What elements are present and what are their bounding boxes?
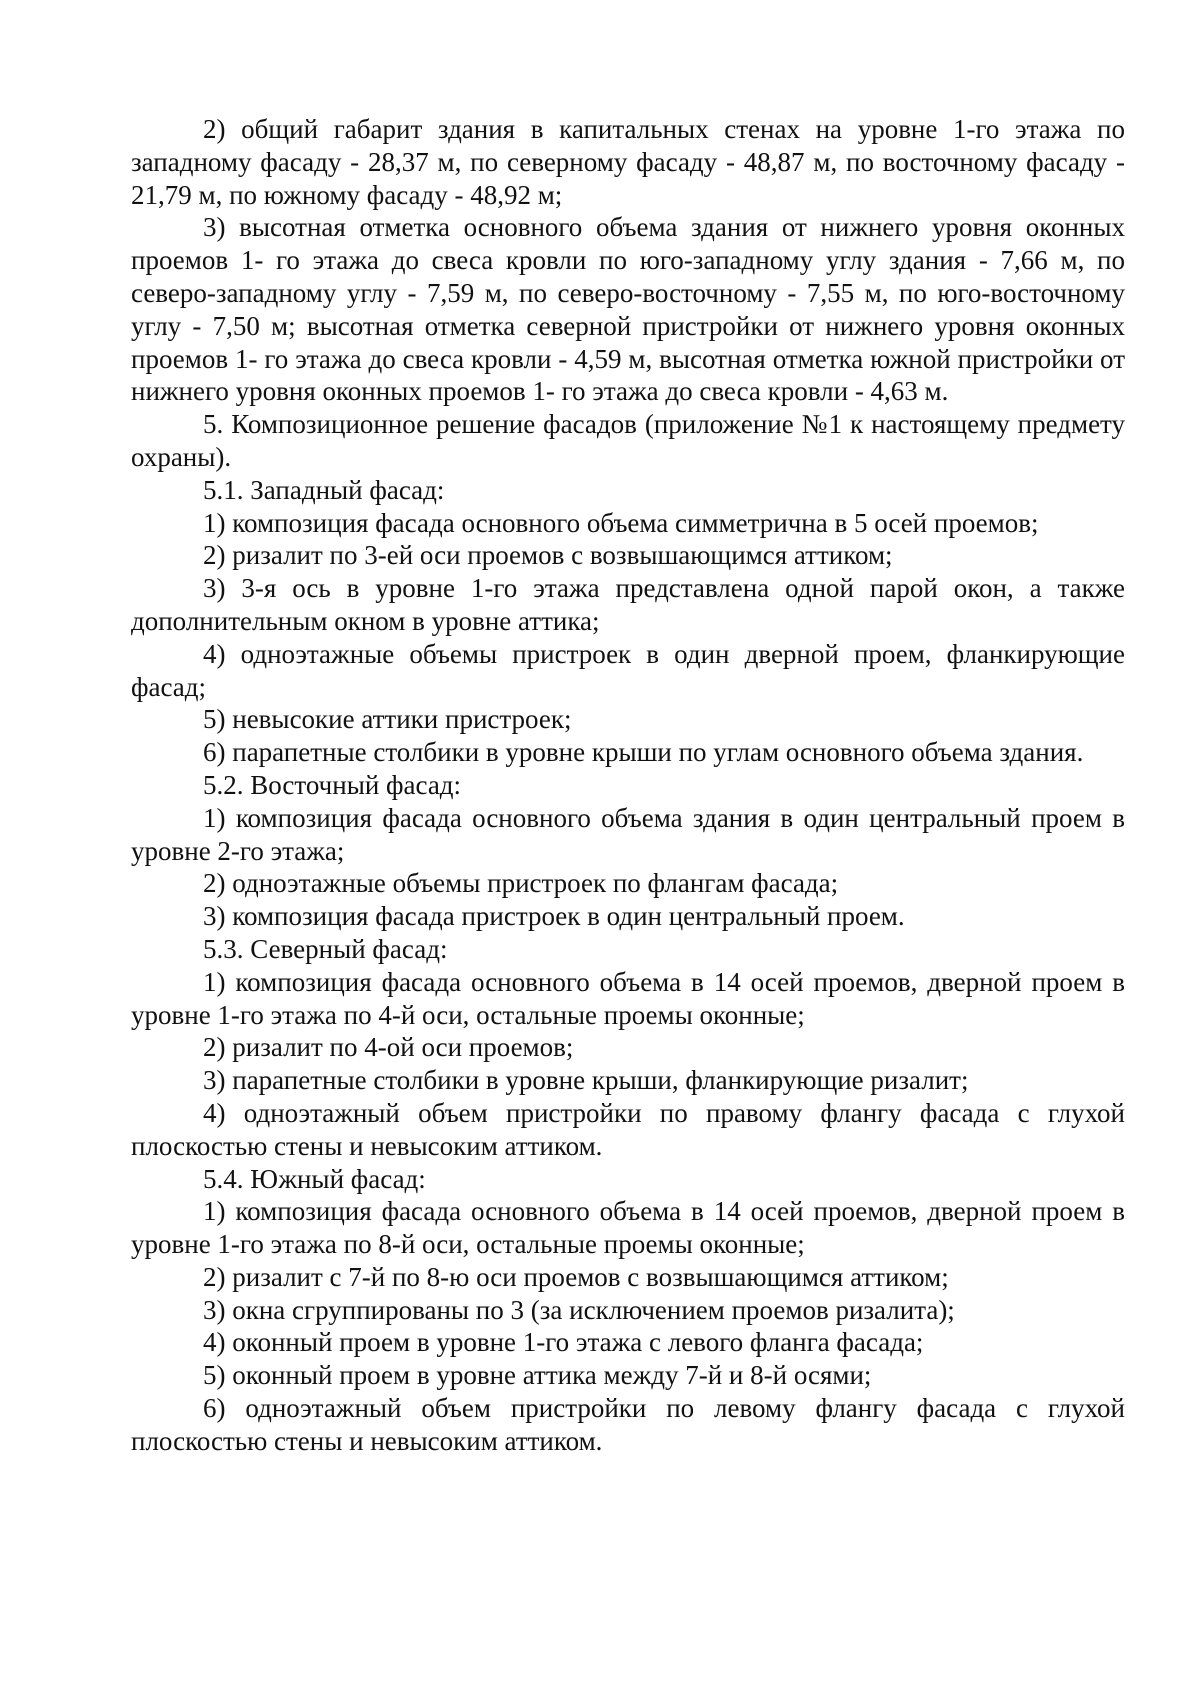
list-item-west-4: 4) одноэтажные объемы пристроек в один дверной проем, фланкирующие фасад; — [131, 638, 1125, 702]
list-item-south-5: 5) оконный проем в уровне аттика между 7-й и 8-й осями; — [203, 1360, 872, 1391]
list-item-north-2: 2) ризалит по 4-ой оси проемов; — [203, 1032, 574, 1063]
list-item-west-5: 5) невысокие аттики пристроек; — [203, 704, 572, 735]
subsection-heading-east-facade: 5.2. Восточный фасад: — [203, 769, 462, 800]
document-body — [131, 113, 1125, 1458]
list-item-west-1: 1) композиция фасада основного объема симметрична в 5 осей проемов; — [203, 507, 1039, 538]
list-item-east-2: 2) одноэтажные объемы пристроек по флангам фасада; — [203, 868, 839, 899]
list-item-south-3: 3) окна сгруппированы по 3 (за исключением проемов ризалита); — [203, 1294, 955, 1325]
list-item-west-2: 2) ризалит по 3-ей оси проемов с возвышающимся аттиком; — [203, 540, 893, 571]
subsection-heading-south-facade: 5.4. Южный фасад: — [203, 1163, 426, 1194]
list-item-west-3: 3) 3-я ось в уровне 1-го этажа представлена одной парой окон, а также дополнительным окном в уровне аттика; — [131, 573, 1125, 636]
subsection-heading-north-facade: 5.3. Северный фасад: — [203, 933, 448, 964]
list-item-south-4: 4) оконный проем в уровне 1-го этажа с левого фланга фасада; — [203, 1327, 924, 1358]
list-item-east-3: 3) композиция фасада пристроек в один центральный проем. — [203, 901, 905, 932]
paragraph-height-marks: 3) высотная отметка основного объема здания от нижнего уровня оконных проемов 1- го этажа до свеса кровли по юго-западному углу здания - 7,66 м, по северо-западному углу - 7,59 м, по северо-восточному - 7,55 м, по юго-восточному углу - 7,50 м; высотная отметка северной пристройки от нижнего уровня оконных проемов 1- го этажа до свеса кровли - 4,59 м, высотная отметка южной пристройки от нижнего уровня оконных проемов 1- го этажа до свеса кровли - 4,63 м. — [131, 212, 1125, 407]
list-item-east-1: 1) композиция фасада основного объема здания в один центральный проем в уровне 2-го этажа; — [131, 802, 1125, 866]
paragraph-building-dimensions: 2) общий габарит здания в капитальных стенах на уровне 1-го этажа по западному фасаду - 28,37 м, по северному фасаду - 48,87 м, по восточному фасаду - 21,79 м, по южному фасаду - 48,92 м; — [131, 114, 1125, 210]
list-item-south-2: 2) ризалит с 7-й по 8-ю оси проемов с возвышающимся аттиком; — [203, 1261, 949, 1292]
section-heading-facade-composition: 5. Композиционное решение фасадов (приложение №1 к настоящему предмету охраны). — [131, 409, 1125, 472]
list-item-north-1: 1) композиция фасада основного объема в 14 осей проемов, дверной проем в уровне 1-го этажа по 4-й оси, остальные проемы оконные; — [131, 966, 1125, 1030]
subsection-heading-west-facade: 5.1. Западный фасад: — [203, 474, 445, 505]
list-item-south-1: 1) композиция фасада основного объема в 14 осей проемов, дверной проем в уровне 1-го этажа по 8-й оси, остальные проемы оконные; — [131, 1196, 1125, 1260]
list-item-north-4: 4) одноэтажный объем пристройки по правому флангу фасада с глухой плоскостью стены и невысоким аттиком. — [131, 1097, 1125, 1161]
list-item-south-6: 6) одноэтажный объем пристройки по левому флангу фасада с глухой плоскостью стены и невысоким аттиком. — [131, 1393, 1125, 1456]
list-item-west-6: 6) парапетные столбики в уровне крыши по углам основного объема здания. — [203, 737, 1084, 768]
list-item-north-3: 3) парапетные столбики в уровне крыши, фланкирующие ризалит; — [203, 1065, 969, 1096]
